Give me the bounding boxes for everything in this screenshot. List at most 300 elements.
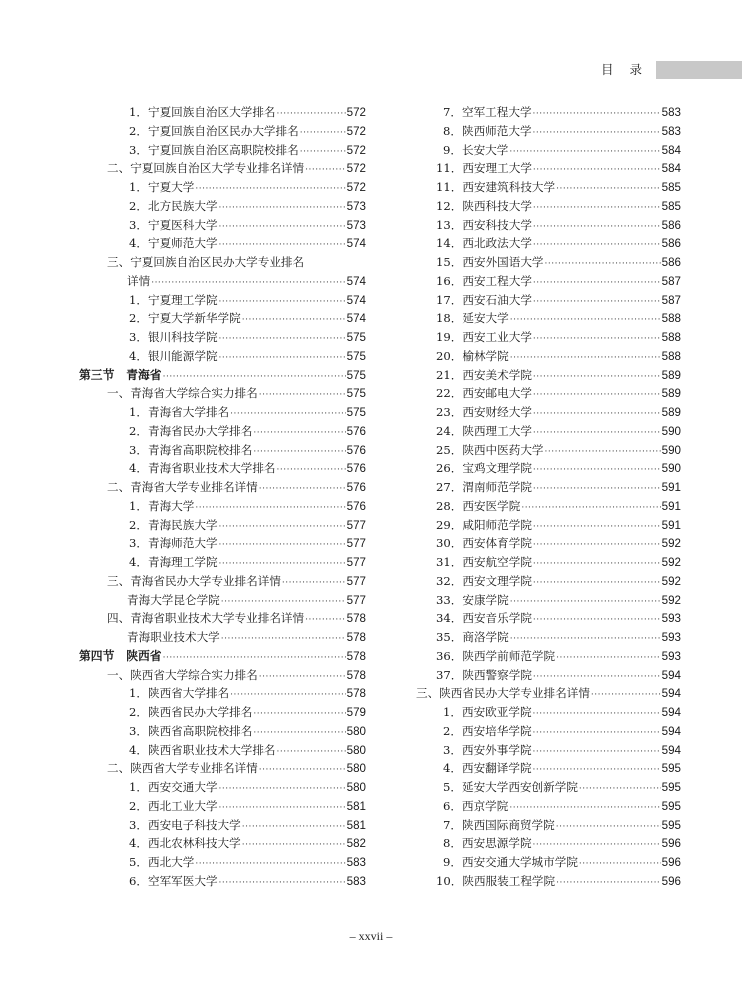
toc-entry-label: 2．西安培华学院 — [443, 723, 532, 738]
toc-entry[interactable] — [79, 253, 366, 272]
toc-entry-label: 1．宁夏回族自治区大学排名 — [129, 105, 276, 119]
toc-entry[interactable] — [416, 141, 681, 160]
toc-leader-dots — [521, 499, 660, 518]
toc-entry[interactable] — [416, 497, 681, 516]
toc-leader-dots — [259, 761, 346, 780]
toc-entry-page: 574 — [346, 312, 366, 326]
toc-entry[interactable] — [416, 553, 681, 572]
toc-entry-page: 590 — [661, 424, 681, 438]
toc-entry-page: 591 — [661, 518, 681, 532]
toc-entry-page: 591 — [661, 499, 681, 513]
toc-entry[interactable] — [416, 422, 681, 441]
toc-entry[interactable] — [416, 628, 681, 647]
toc-entry[interactable] — [79, 534, 366, 553]
toc-entry[interactable] — [416, 797, 681, 816]
toc-entry-label: 一、陕西省大学综合实力排名 — [107, 667, 258, 682]
toc-entry-page: 596 — [661, 874, 681, 888]
toc-entry[interactable] — [416, 534, 681, 553]
toc-entry-label: 19．西安工业大学 — [436, 330, 532, 344]
toc-leader-dots — [545, 443, 661, 462]
toc-section-entry[interactable] — [79, 647, 366, 666]
toc-entry-page: 572 — [346, 143, 366, 157]
toc-leader-dots — [510, 349, 661, 368]
toc-entry-label: 4．西北农林科技大学 — [129, 836, 241, 851]
toc-leader-dots — [591, 686, 661, 705]
toc-entry-label: 10．陕西服装工程学院 — [436, 873, 556, 888]
toc-entry-page: 572 — [346, 181, 366, 194]
toc-entry[interactable] — [416, 853, 681, 872]
toc-leader-dots — [509, 143, 660, 162]
toc-entry[interactable] — [79, 703, 366, 722]
toc-entry[interactable] — [79, 291, 366, 310]
toc-leader-dots — [253, 705, 345, 724]
toc-entry-label: 详情 — [127, 273, 151, 288]
toc-entry[interactable] — [416, 591, 681, 610]
toc-entry-label: 15．西安外国语大学 — [436, 255, 544, 269]
toc-entry[interactable] — [79, 628, 366, 647]
toc-entry-page: 573 — [346, 199, 366, 213]
toc-entry-label: 4．西安翻译学院 — [443, 761, 532, 776]
toc-entry[interactable] — [416, 741, 681, 760]
toc-entry-label: 3．西安电子科技大学 — [129, 817, 241, 832]
toc-entry[interactable] — [79, 403, 366, 422]
toc-leader-dots — [556, 818, 661, 837]
toc-entry[interactable] — [416, 647, 681, 666]
toc-entry[interactable] — [416, 328, 681, 347]
toc-leader-dots — [533, 105, 661, 124]
toc-entry-page: 581 — [346, 799, 366, 813]
toc-entry[interactable] — [416, 272, 681, 291]
toc-entry-label: 37．陕西警察学院 — [436, 667, 532, 682]
toc-entry-page: 583 — [346, 856, 366, 869]
toc-entry[interactable] — [79, 159, 366, 178]
toc-leader-dots — [533, 574, 661, 593]
toc-entry[interactable] — [416, 197, 681, 216]
toc-entry-label: 30．西安体育学院 — [436, 536, 532, 551]
toc-entry-page: 575 — [346, 368, 366, 382]
toc-entry-page: 578 — [346, 668, 366, 682]
toc-entry-label: 2．宁夏回族自治区民办大学排名 — [129, 123, 299, 138]
toc-leader-dots — [533, 724, 661, 743]
toc-entry-page: 590 — [661, 443, 681, 457]
toc-entry[interactable] — [79, 609, 366, 628]
toc-entry[interactable] — [416, 253, 681, 272]
toc-entry[interactable] — [79, 459, 366, 478]
toc-entry-label: 16．西安工程大学 — [436, 273, 532, 288]
toc-entry-label: 11．西安理工大学 — [436, 161, 532, 176]
toc-entry-page: 574 — [346, 274, 366, 288]
toc-entry-label: 17．西安石油大学 — [436, 292, 532, 307]
toc-leader-dots — [556, 649, 661, 668]
toc-leader-dots — [259, 668, 346, 687]
toc-entry-page: 595 — [661, 818, 681, 832]
toc-section-entry[interactable] — [79, 366, 366, 385]
toc-entry-page: 577 — [346, 537, 366, 551]
toc-entry[interactable] — [416, 347, 681, 366]
toc-leader-dots — [219, 330, 346, 349]
toc-entry[interactable] — [79, 741, 366, 760]
toc-entry-page: 586 — [661, 218, 681, 232]
toc-entry[interactable] — [79, 778, 366, 797]
toc-entry-page: 576 — [346, 462, 366, 476]
toc-entry-label: 6．西京学院 — [443, 798, 509, 813]
toc-entry-page: 594 — [661, 668, 681, 682]
toc-leader-dots — [305, 161, 346, 180]
toc-entry-label: 2．青海省民办大学排名 — [129, 423, 253, 438]
toc-entry[interactable] — [79, 103, 366, 122]
toc-entry-label: 1．西安欧亚学院 — [443, 705, 532, 719]
toc-entry-page: 594 — [661, 687, 681, 701]
toc-entry[interactable] — [79, 441, 366, 460]
toc-entry-label: 一、青海省大学综合实力排名 — [107, 386, 258, 401]
toc-leader-dots — [219, 874, 346, 893]
toc-entry-label: 5．延安大学西安创新学院 — [443, 780, 578, 794]
toc-entry-label: 1．宁夏大学 — [129, 180, 195, 194]
toc-entry[interactable] — [416, 234, 681, 253]
toc-entry-label: 28．西安医学院 — [436, 498, 521, 513]
toc-entry-label: 1．青海大学 — [129, 498, 195, 513]
toc-entry-page: 593 — [661, 612, 681, 626]
toc-leader-dots — [219, 199, 346, 218]
toc-leader-dots — [221, 630, 346, 649]
toc-entry-page: 589 — [661, 387, 681, 401]
toc-entry-label: 1．宁夏理工学院 — [129, 292, 218, 307]
toc-entry-label: 25．陕西中医药大学 — [436, 442, 544, 457]
toc-entry-label: 青海大学昆仑学院 — [127, 592, 220, 607]
toc-entry-label: 2．陕西省民办大学排名 — [129, 705, 253, 719]
toc-leader-dots — [533, 461, 661, 480]
toc-entry-page: 596 — [661, 837, 681, 851]
toc-leader-dots — [300, 143, 346, 162]
toc-entry-page: 580 — [346, 762, 366, 776]
toc-entry[interactable] — [416, 609, 681, 628]
toc-leader-dots — [556, 874, 661, 893]
toc-entry-page: 578 — [346, 612, 366, 626]
toc-entry[interactable] — [79, 422, 366, 441]
toc-leader-dots — [510, 593, 661, 612]
toc-entry-page: 595 — [661, 762, 681, 776]
toc-entry-label: 8．陕西师范大学 — [443, 123, 532, 138]
toc-entry[interactable] — [416, 384, 681, 403]
toc-entry-label: 6．空军军医大学 — [129, 873, 218, 888]
toc-entry[interactable] — [416, 103, 681, 122]
toc-entry-label: 二、青海省大学专业排名详情 — [107, 480, 258, 494]
toc-entry[interactable] — [79, 666, 366, 685]
toc-entry[interactable] — [416, 516, 681, 535]
toc-entry[interactable] — [79, 216, 366, 235]
toc-entry-label: 三、青海省民办大学专业排名详情 — [107, 573, 281, 588]
toc-leader-dots — [195, 180, 345, 199]
toc-entry-page: 583 — [346, 874, 366, 888]
toc-entry[interactable] — [79, 516, 366, 535]
toc-entry[interactable] — [416, 441, 681, 460]
toc-entry[interactable] — [79, 872, 366, 891]
toc-leader-dots — [242, 818, 346, 837]
toc-entry[interactable] — [416, 684, 681, 703]
toc-entry[interactable] — [416, 872, 681, 891]
toc-entry[interactable] — [416, 178, 681, 197]
toc-leader-dots — [533, 611, 661, 630]
toc-entry[interactable] — [416, 366, 681, 385]
toc-entry[interactable] — [79, 497, 366, 516]
toc-entry-page: 575 — [346, 349, 366, 363]
toc-entry-page: 575 — [346, 387, 366, 401]
toc-entry-page: 578 — [346, 631, 366, 644]
toc-entry[interactable] — [79, 309, 366, 328]
toc-entry-label: 二、宁夏回族自治区大学专业排名详情 — [107, 161, 305, 176]
toc-entry-page: 584 — [661, 143, 681, 157]
toc-entry-label: 第四节 陕西省 — [79, 648, 162, 663]
toc-entry-label: 3．青海师范大学 — [129, 536, 218, 551]
toc-leader-dots — [253, 424, 345, 443]
toc-entry-label: 32．西安文理学院 — [436, 573, 532, 588]
toc-entry-label: 二、陕西省大学专业排名详情 — [107, 761, 258, 776]
toc-entry[interactable] — [416, 216, 681, 235]
toc-entry-page: 596 — [661, 856, 681, 869]
toc-entry[interactable] — [79, 553, 366, 572]
toc-entry[interactable] — [79, 178, 366, 197]
toc-leader-dots — [533, 330, 661, 349]
toc-entry-label: 3．银川科技学院 — [129, 330, 218, 344]
toc-entry-page: 587 — [661, 274, 681, 288]
toc-entry-label: 1．陕西省大学排名 — [129, 686, 230, 701]
toc-entry-label: 11．西安建筑科技大学 — [436, 180, 556, 194]
toc-entry-label: 1．青海省大学排名 — [129, 405, 230, 419]
toc-entry-label: 9．西安交通大学城市学院 — [443, 855, 578, 869]
toc-entry[interactable] — [79, 759, 366, 778]
toc-entry-page: 575 — [346, 331, 366, 344]
toc-entry[interactable] — [79, 197, 366, 216]
toc-leader-dots — [533, 424, 661, 443]
toc-entry-label: 9．长安大学 — [443, 142, 509, 157]
toc-entry-label: 22．西安邮电大学 — [436, 386, 532, 401]
toc-leader-dots — [533, 274, 661, 293]
header-title: 目 录 — [601, 62, 648, 77]
toc-entry[interactable] — [416, 459, 681, 478]
toc-entry[interactable] — [416, 572, 681, 591]
toc-leader-dots — [579, 780, 661, 799]
toc-entry-label: 四、青海省职业技术大学专业排名详情 — [107, 611, 305, 626]
toc-leader-dots — [533, 386, 661, 405]
toc-leader-dots — [242, 836, 346, 855]
toc-entry-page: 595 — [661, 781, 681, 794]
toc-entry-page: 593 — [661, 631, 681, 644]
toc-leader-dots — [277, 461, 346, 480]
toc-entry-page: 572 — [346, 162, 366, 176]
toc-entry-label: 第三节 青海省 — [79, 367, 162, 382]
toc-leader-dots — [533, 293, 661, 312]
toc-leader-dots — [300, 124, 346, 143]
toc-entry-label: 3．青海省高职院校排名 — [129, 442, 253, 457]
toc-entry-page: 585 — [661, 181, 681, 194]
toc-entry-page: 577 — [346, 574, 366, 588]
toc-entry-page: 579 — [346, 706, 366, 719]
toc-leader-dots — [533, 555, 661, 574]
toc-entry[interactable] — [79, 591, 366, 610]
toc-entry-page: 594 — [661, 743, 681, 757]
toc-entry-page: 576 — [346, 481, 366, 494]
toc-entry-page: 581 — [346, 818, 366, 832]
header-bar — [656, 61, 742, 79]
toc-entry-page: 582 — [346, 837, 366, 851]
toc-entry[interactable] — [79, 722, 366, 741]
toc-right-column — [416, 103, 681, 891]
toc-leader-dots — [195, 855, 345, 874]
toc-entry[interactable] — [416, 816, 681, 835]
toc-entry-page: 592 — [661, 574, 681, 588]
toc-entry-page: 572 — [346, 106, 366, 119]
toc-entry-label: 1．西安交通大学 — [129, 780, 218, 794]
toc-entry-label: 4．银川能源学院 — [129, 348, 218, 363]
toc-entry[interactable] — [416, 403, 681, 422]
toc-entry-label: 8．西安思源学院 — [443, 836, 532, 851]
toc-entry-label: 14．西北政法大学 — [436, 236, 532, 251]
toc-entry-label: 36．陕西学前师范学院 — [436, 648, 556, 663]
toc-entry-page: 573 — [346, 218, 366, 232]
toc-leader-dots — [533, 199, 661, 218]
toc-entry-page: 578 — [346, 687, 366, 701]
toc-entry[interactable] — [79, 572, 366, 591]
toc-leader-dots — [259, 386, 346, 405]
toc-entry-label: 青海职业技术大学 — [127, 630, 220, 644]
toc-entry-page: 592 — [661, 537, 681, 551]
toc-entry-page: 595 — [661, 799, 681, 813]
toc-entry-page: 576 — [346, 443, 366, 457]
toc-entry[interactable] — [416, 666, 681, 685]
toc-entry[interactable] — [79, 797, 366, 816]
toc-left-column — [79, 103, 366, 891]
toc-entry-label: 35．商洛学院 — [436, 630, 509, 644]
toc-entry-label: 4．青海理工学院 — [129, 555, 218, 569]
toc-entry-label: 2．西北工业大学 — [129, 798, 218, 813]
toc-leader-dots — [242, 311, 346, 330]
toc-entry-label: 24．陕西理工大学 — [436, 423, 532, 438]
toc-entry-page: 578 — [346, 649, 366, 663]
toc-entry[interactable] — [79, 272, 366, 291]
toc-entry-page: 593 — [661, 649, 681, 663]
toc-entry[interactable] — [79, 816, 366, 835]
toc-entry-label: 3．陕西省高职院校排名 — [129, 723, 253, 738]
toc-entry[interactable] — [416, 478, 681, 497]
toc-entry[interactable] — [416, 759, 681, 778]
toc-entry-label: 7．空军工程大学 — [443, 105, 532, 119]
toc-entry-page: 577 — [346, 556, 366, 569]
toc-entry-page: 594 — [661, 706, 681, 719]
toc-leader-dots — [533, 518, 661, 537]
toc-entry-page: 590 — [661, 462, 681, 476]
toc-leader-dots — [533, 405, 661, 424]
toc-entry-label: 20．榆林学院 — [436, 348, 509, 363]
toc-entry-page: 576 — [346, 424, 366, 438]
toc-entry[interactable] — [79, 347, 366, 366]
toc-entry-label: 2．宁夏大学新华学院 — [129, 311, 241, 326]
toc-entry-label: 5．西北大学 — [129, 855, 195, 869]
toc-entry-label: 2．青海民族大学 — [129, 517, 218, 532]
toc-entry-page: 572 — [346, 124, 366, 138]
toc-entry-page: 588 — [661, 349, 681, 363]
toc-entry-page: 592 — [661, 556, 681, 569]
toc-leader-dots — [533, 368, 661, 387]
toc-entry-page: 589 — [661, 406, 681, 419]
toc-entry-page: 583 — [661, 124, 681, 138]
toc-entry-page: 585 — [661, 199, 681, 213]
toc-entry[interactable] — [416, 291, 681, 310]
toc-leader-dots — [219, 780, 346, 799]
toc-entry-page: 587 — [661, 293, 681, 307]
toc-entry[interactable] — [79, 141, 366, 160]
toc-entry[interactable] — [79, 328, 366, 347]
toc-leader-dots — [556, 180, 661, 199]
toc-leader-dots — [533, 743, 661, 762]
toc-leader-dots — [579, 855, 661, 874]
toc-entry[interactable] — [416, 309, 681, 328]
toc-entry-label: 4．陕西省职业技术大学排名 — [129, 742, 276, 757]
toc-entry-page: 592 — [661, 593, 681, 607]
toc-leader-dots — [533, 218, 661, 237]
toc-entry-label: 34．西安音乐学院 — [436, 611, 532, 626]
toc-entry-label: 3．宁夏医科大学 — [129, 217, 218, 232]
toc-leader-dots — [219, 518, 346, 537]
toc-entry-label: 2．北方民族大学 — [129, 198, 218, 213]
toc-entry[interactable] — [79, 384, 366, 403]
toc-leader-dots — [533, 236, 661, 255]
toc-entry-label: 4．青海省职业技术大学排名 — [129, 461, 276, 476]
toc-entry[interactable] — [416, 722, 681, 741]
toc-entry[interactable] — [79, 234, 366, 253]
toc-entry-label: 3．宁夏回族自治区高职院校排名 — [129, 142, 299, 157]
toc-entry-label: 23．西安财经大学 — [436, 405, 532, 419]
toc-entry-label: 29．咸阳师范学院 — [436, 517, 532, 532]
toc-leader-dots — [533, 536, 661, 555]
toc-entry[interactable] — [416, 778, 681, 797]
toc-entry-page: 575 — [346, 406, 366, 419]
toc-leader-dots — [195, 499, 345, 518]
page-number: – xxvii – — [349, 929, 393, 943]
toc-entry-label: 33．安康学院 — [436, 592, 509, 607]
toc-entry-label: 三、宁夏回族自治区民办大学专业排名 — [107, 255, 305, 269]
toc-entry-page: 584 — [661, 162, 681, 176]
toc-entry[interactable] — [79, 478, 366, 497]
toc-leader-dots — [533, 705, 661, 724]
toc-entry[interactable] — [416, 159, 681, 178]
toc-entry[interactable] — [79, 684, 366, 703]
toc-entry[interactable] — [79, 853, 366, 872]
toc-entry[interactable] — [79, 122, 366, 141]
toc-entry-label: 18．延安大学 — [436, 311, 509, 326]
toc-entry-page: 588 — [661, 312, 681, 326]
toc-entry-page: 576 — [346, 499, 366, 513]
toc-entry-page: 574 — [346, 237, 366, 251]
toc-leader-dots — [219, 349, 346, 368]
toc-entry-label: 31．西安航空学院 — [436, 555, 532, 569]
toc-entry-label: 3．西安外事学院 — [443, 742, 532, 757]
toc-leader-dots — [259, 480, 346, 499]
toc-entry[interactable] — [416, 834, 681, 853]
toc-entry-page: 583 — [661, 106, 681, 119]
toc-leader-dots — [533, 480, 661, 499]
toc-entry[interactable] — [416, 122, 681, 141]
toc-entry[interactable] — [416, 703, 681, 722]
toc-entry-page: 588 — [661, 331, 681, 344]
toc-leader-dots — [533, 124, 661, 143]
toc-entry[interactable] — [79, 834, 366, 853]
toc-entry-page: 580 — [346, 743, 366, 757]
toc-entry-page: 594 — [661, 724, 681, 738]
toc-entry-label: 27．渭南师范学院 — [436, 480, 532, 494]
toc-leader-dots — [282, 574, 346, 593]
page-header — [0, 60, 742, 80]
toc-entry-page: 586 — [661, 237, 681, 251]
